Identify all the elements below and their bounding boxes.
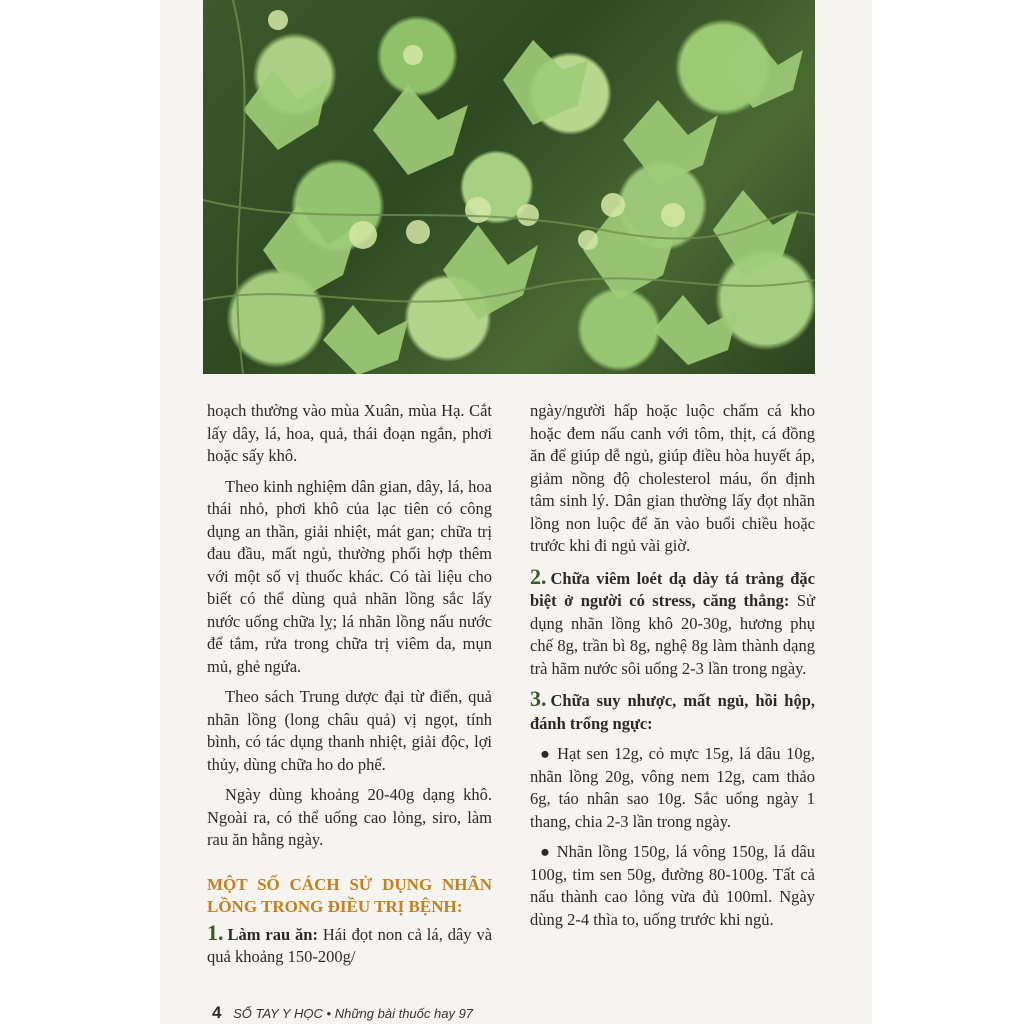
book-title: SỔ TAY Y HỌC • Những bài thuốc hay 97 xyxy=(233,1006,474,1021)
page-footer xyxy=(212,1003,473,1023)
paragraph: Theo sách Trung dược đại từ điển, quả nhãn lồng (long châu quả) vị ngọt, tính bình, có tác dụng thanh nhiệt, giải độc, lợi thủy, dùng chữa ho do phế. xyxy=(207,687,492,774)
list-item xyxy=(530,688,815,735)
item-title: Chữa viêm loét dạ dày tá tràng đặc biệt ở người có stress, căng thẳng: xyxy=(530,568,815,610)
bullet-item: ● Nhãn lồng 150g, lá vông 150g, lá dâu 100g, tim sen 50g, đường 80-100g. Tất cả nấu thành cao lỏng vừa đủ 100ml. Ngày dùng 2-4 thìa to, uống trước khi ngủ. xyxy=(530,842,815,929)
item-title: Làm rau ăn: xyxy=(227,924,318,944)
plant-photo xyxy=(203,0,815,374)
bullet-item: ● Hạt sen 12g, cỏ mực 15g, lá dâu 10g, nhãn lồng 20g, vông nem 12g, cam thảo 6g, táo nhân sao 10g. Sắc uống ngày 1 thang, chia 2-3 lần trong ngày. xyxy=(530,744,815,831)
right-column xyxy=(530,400,815,939)
paragraph: ngày/người hấp hoặc luộc chấm cá kho hoặc đem nấu canh với tôm, thịt, cá đồng ăn để giúp dễ ngủ, giúp điều hòa huyết áp, giảm nồng độ cholesterol máu, ổn định tâm sinh lý. Dân gian thường lấy đọt nhãn lồng non luộc để ăn vào buổi chiều hoặc trước khi đi ngủ vài giờ. xyxy=(530,401,815,555)
page-number: 4 xyxy=(212,1003,222,1022)
list-item xyxy=(207,919,493,969)
item-text: Hái đọt non cả lá, dây và quả khoảng 150-200g/ xyxy=(207,924,493,966)
item-number: 1. xyxy=(207,919,224,945)
item-text: Sử dụng nhãn lồng khô 20-30g, hương phụ chế 8g, trần bì 8g, nghệ 8g làm thành dạng trà hãm nước sôi uống 2-3 lần trong ngày. xyxy=(530,591,815,678)
list-item xyxy=(530,563,815,681)
paragraph: hoạch thường vào mùa Xuân, mùa Hạ. Cắt lấy dây, lá, hoa, quả, thái đoạn ngắn, phơi hoặc sấy khô. xyxy=(207,401,492,465)
left-column xyxy=(207,400,492,977)
leaves-illustration xyxy=(203,0,815,374)
item-number: 3. xyxy=(530,686,547,711)
item-number: 2. xyxy=(530,563,547,589)
paragraph: Ngày dùng khoảng 20-40g dạng khô. Ngoài ra, có thể uống cao lỏng, siro, làm rau ăn hằng ngày. xyxy=(207,785,492,849)
paragraph: Theo kinh nghiệm dân gian, dây, lá, hoa thái nhỏ, phơi khô của lạc tiên có công dụng an thần, giải nhiệt, mát gan; chữa trị đau đầu, mất ngủ, thường phối hợp thêm với một số vị thuốc khác. Có tài liệu cho biết có thể dùng quả nhãn lồng sắc lấy nước uống chữa lỵ; lá nhãn lồng nấu nước để tắm, rửa trong chữa trị viêm da, mụn mủ, ghẻ ngứa. xyxy=(207,476,492,676)
item-title: Chữa suy nhược, mất ngủ, hồi hộp, đánh trống ngực: xyxy=(530,691,815,733)
section-heading: MỘT SỐ CÁCH SỬ DỤNG NHÃN LỒNG TRONG ĐIỀU TRỊ BỆNH: xyxy=(207,874,492,916)
